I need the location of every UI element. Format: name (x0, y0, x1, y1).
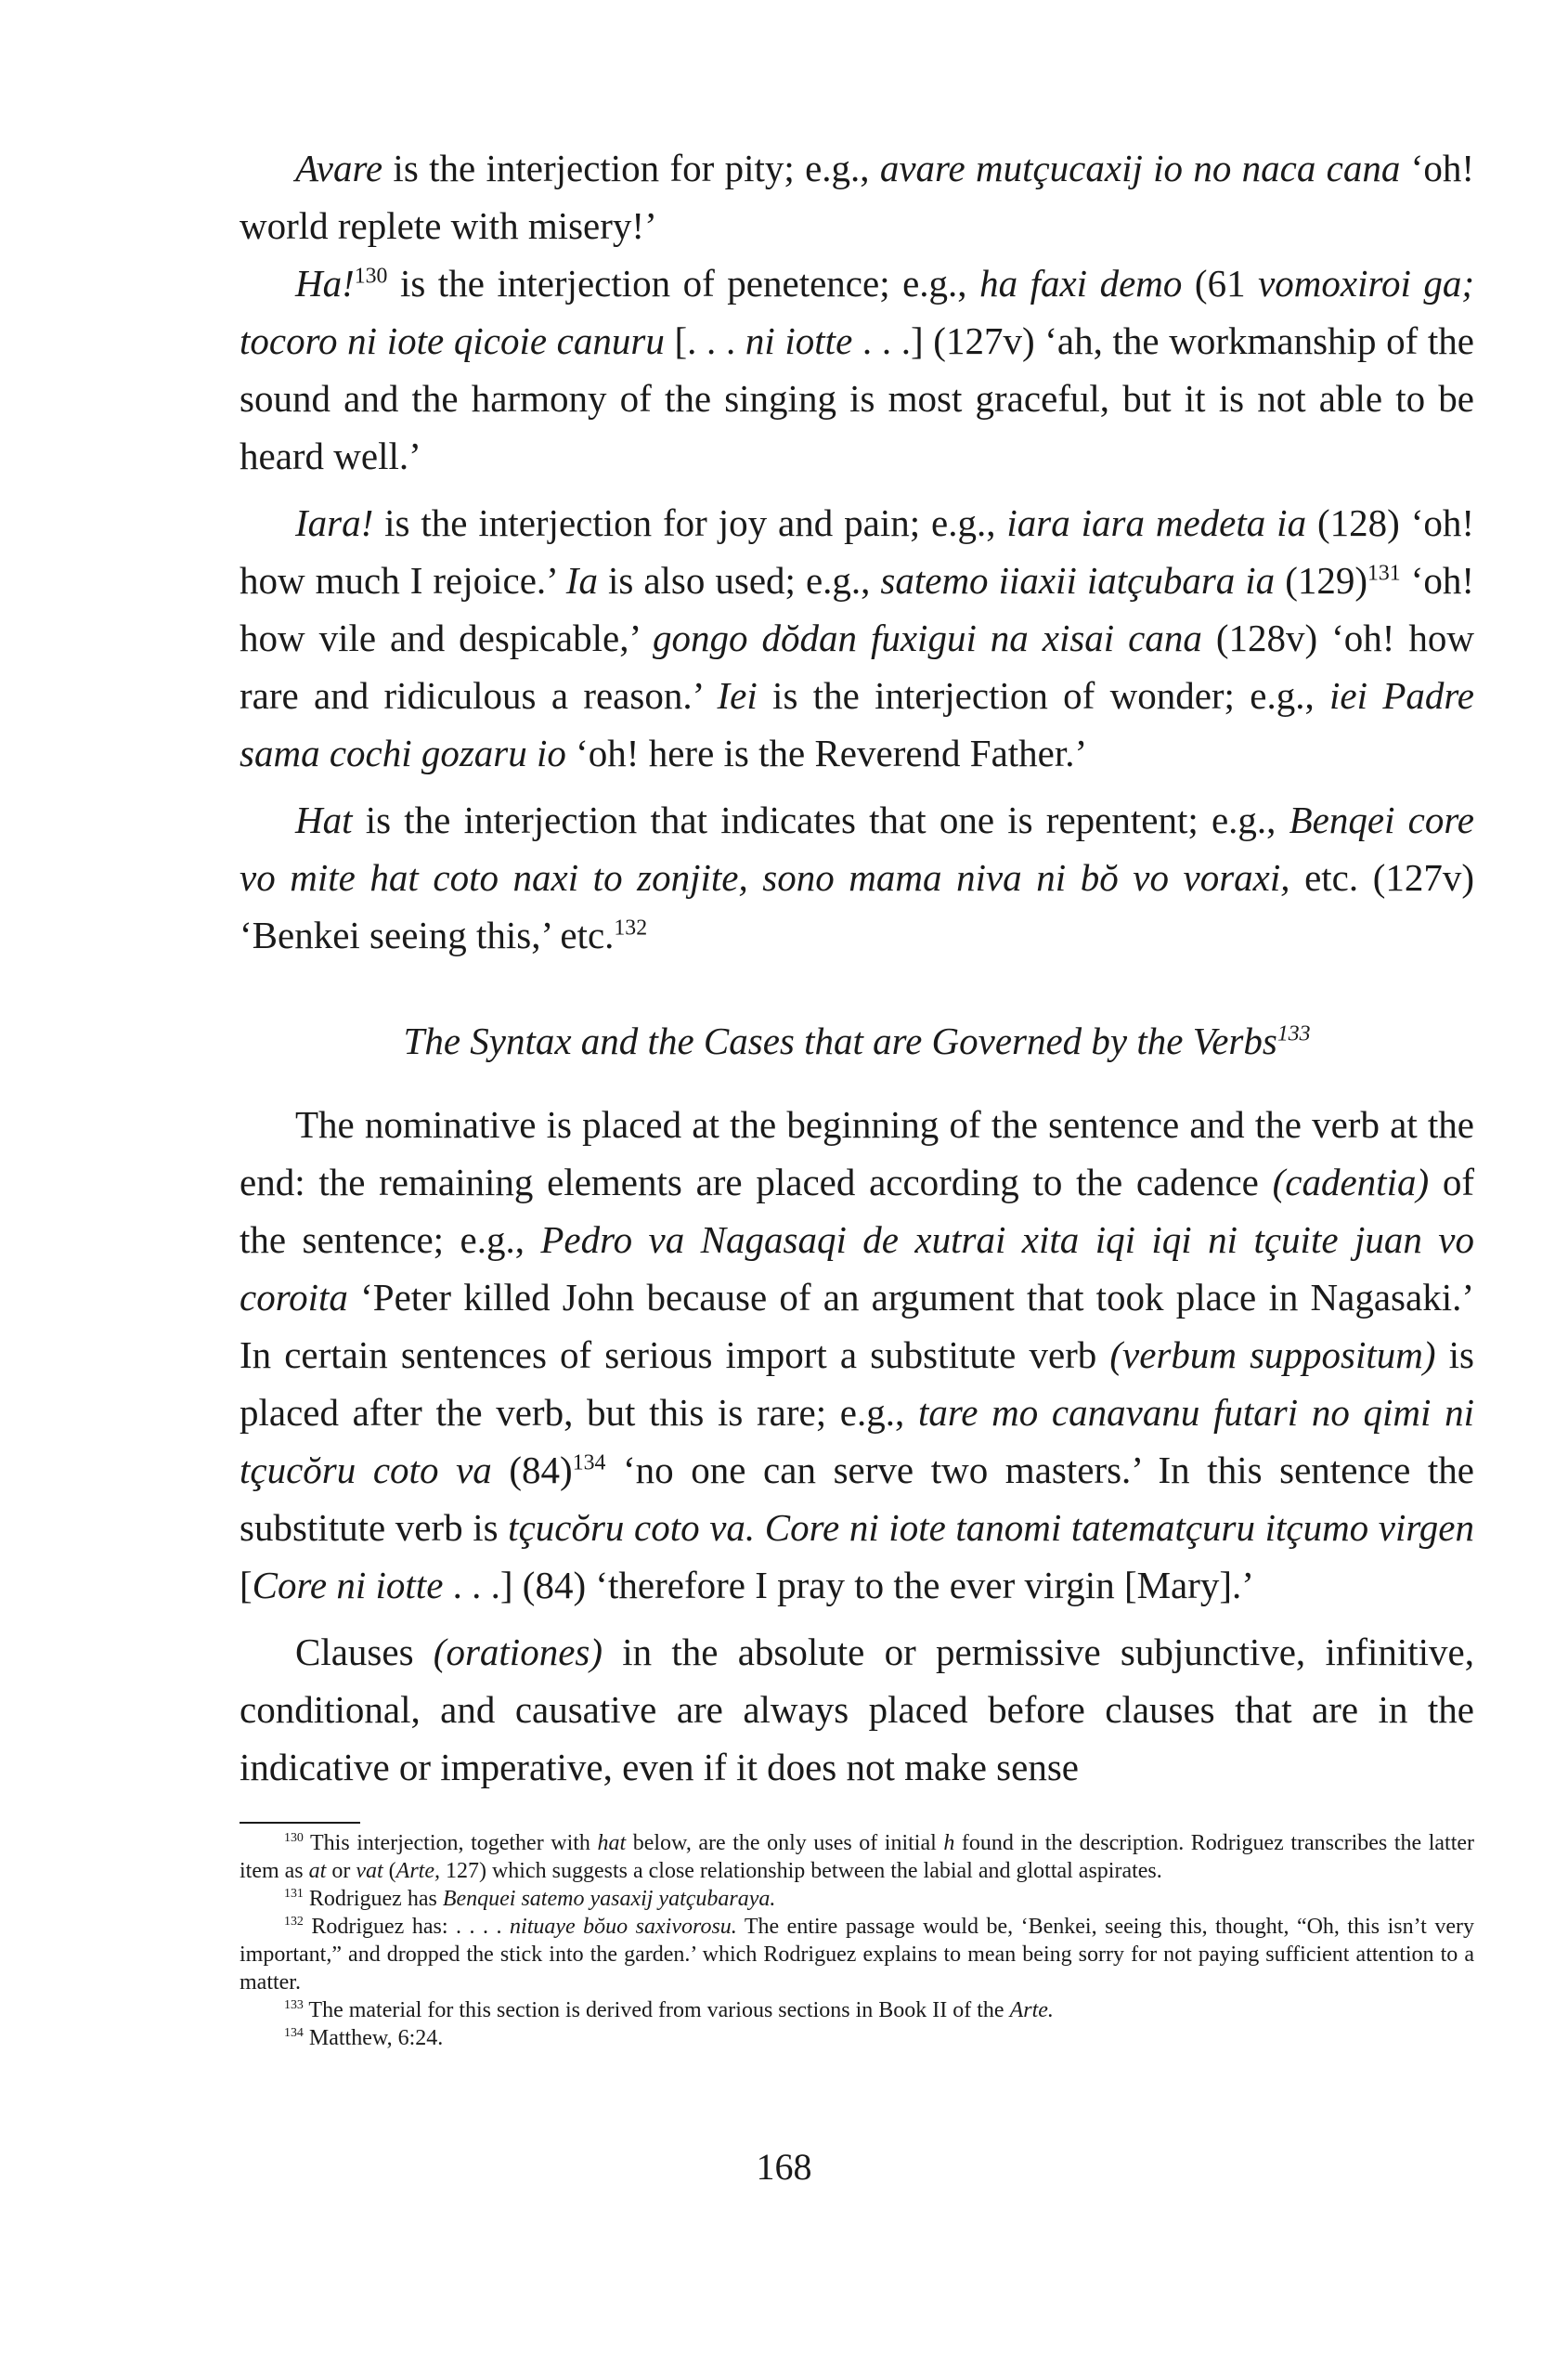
footnote-131: $^{131}$ Rodriguez has Benquei satemo yasaxij yatçubaraya. (284, 1887, 776, 1911)
paragraph-ha: Ha!$^{130}$ is the interjection of penetence; e.g., ha faxi demo (61 vomoxiroi ga; tocoro ni iote qicoie canuru [. . . ni iotte . . .] (127v) ‘ah, the workmanship of the sound and the harmony of the singing is most graceful, but it is not able to be heard well.’ (240, 262, 1475, 477)
page-body (240, 139, 1474, 2052)
page-number: 168 (756, 2146, 812, 2188)
footnotes (240, 1829, 1474, 2052)
section-heading: The Syntax and the Cases that are Governed by the Verbs$^{133}$ (403, 1020, 1311, 1062)
paragraph-clauses: Clauses (orationes) in the absolute or permissive subjunctive, infinitive, conditional, and causative are always placed before clauses that are in the indicative or imperative, even if it does not make sense (240, 1631, 1474, 1788)
footnote-133: $^{133}$ The material for this section is derived from various sections in Book II of the Arte. (284, 1998, 1054, 2022)
footnote-132: $^{132}$ Rodriguez has: . . . . nituaye bŏuo saxivorosu. The entire passage would be, ‘Benkei, seeing this, thought, “Oh, this isn’t very important,” and dropped the stick into the garden.’ which Rodriguez explains to mean being sorry for not paying sufficient attention to a matter. (240, 1915, 1474, 1995)
paragraph-hat: Hat is the interjection that indicates that one is repentent; e.g., Benqei core vo mite hat coto naxi to zonjite, sono mama niva ni bŏ vo voraxi, etc. (127v) ‘Benkei seeing this,’ etc.$^{132}$ (240, 799, 1475, 956)
paragraph-avare: Avare is the interjection for pity; e.g., avare mutçucaxij io no naca cana ‘oh! world replete with misery!’ (240, 147, 1474, 247)
footnote-130: $^{130}$ This interjection, together with hat below, are the only uses of initial h found in the description. Rodriguez transcribes the latter item as at or vat (Arte, 127) which suggests a close relationship between the labial and glottal aspirates. (240, 1831, 1475, 1883)
footnote-rule (240, 1822, 360, 1824)
footnote-134: $^{134}$ Matthew, 6:24. (284, 2026, 444, 2050)
paragraph-nominative: The nominative is placed at the beginning of the sentence and the verb at the end: the remaining elements are placed according to the cadence (cadentia) of the sentence; e.g., Pedro va Nagasaqi de xutrai xita iqi iqi ni tçuite juan vo coroita ‘Peter killed John because of an argument that took place in Nagasaki.’ In certain sentences of serious import a substitute verb (verbum suppositum) is placed after the verb, but this is rare; e.g., tare mo canavanu futari no qimi ni tçucŏru coto va $(84)^{134}$ ‘no one can serve two masters.’ In this sentence the substitute verb is tçucŏru coto va. Core ni iote tanomi tatematçuru itçumo virgen [Core ni iotte . . .] (84) ‘therefore I pray to the ever virgin [Mary].’ (240, 1103, 1475, 1606)
paragraph-iara: Iara! is the interjection for joy and pain; e.g., iara iara medeta ia (128) ‘oh! how much I rejoice.’ Ia is also used; e.g., satemo iiaxii iatçubara ia $(129)^{131}$ ‘oh! how vile and despicable,’ gongo dŏdan fuxigui na xisai cana (128v) ‘oh! how rare and ridiculous a reason.’ Iei is the interjection of wonder; e.g., iei Padre sama cochi gozaru io ‘oh! here is the Reverend Father.’ (240, 501, 1474, 774)
